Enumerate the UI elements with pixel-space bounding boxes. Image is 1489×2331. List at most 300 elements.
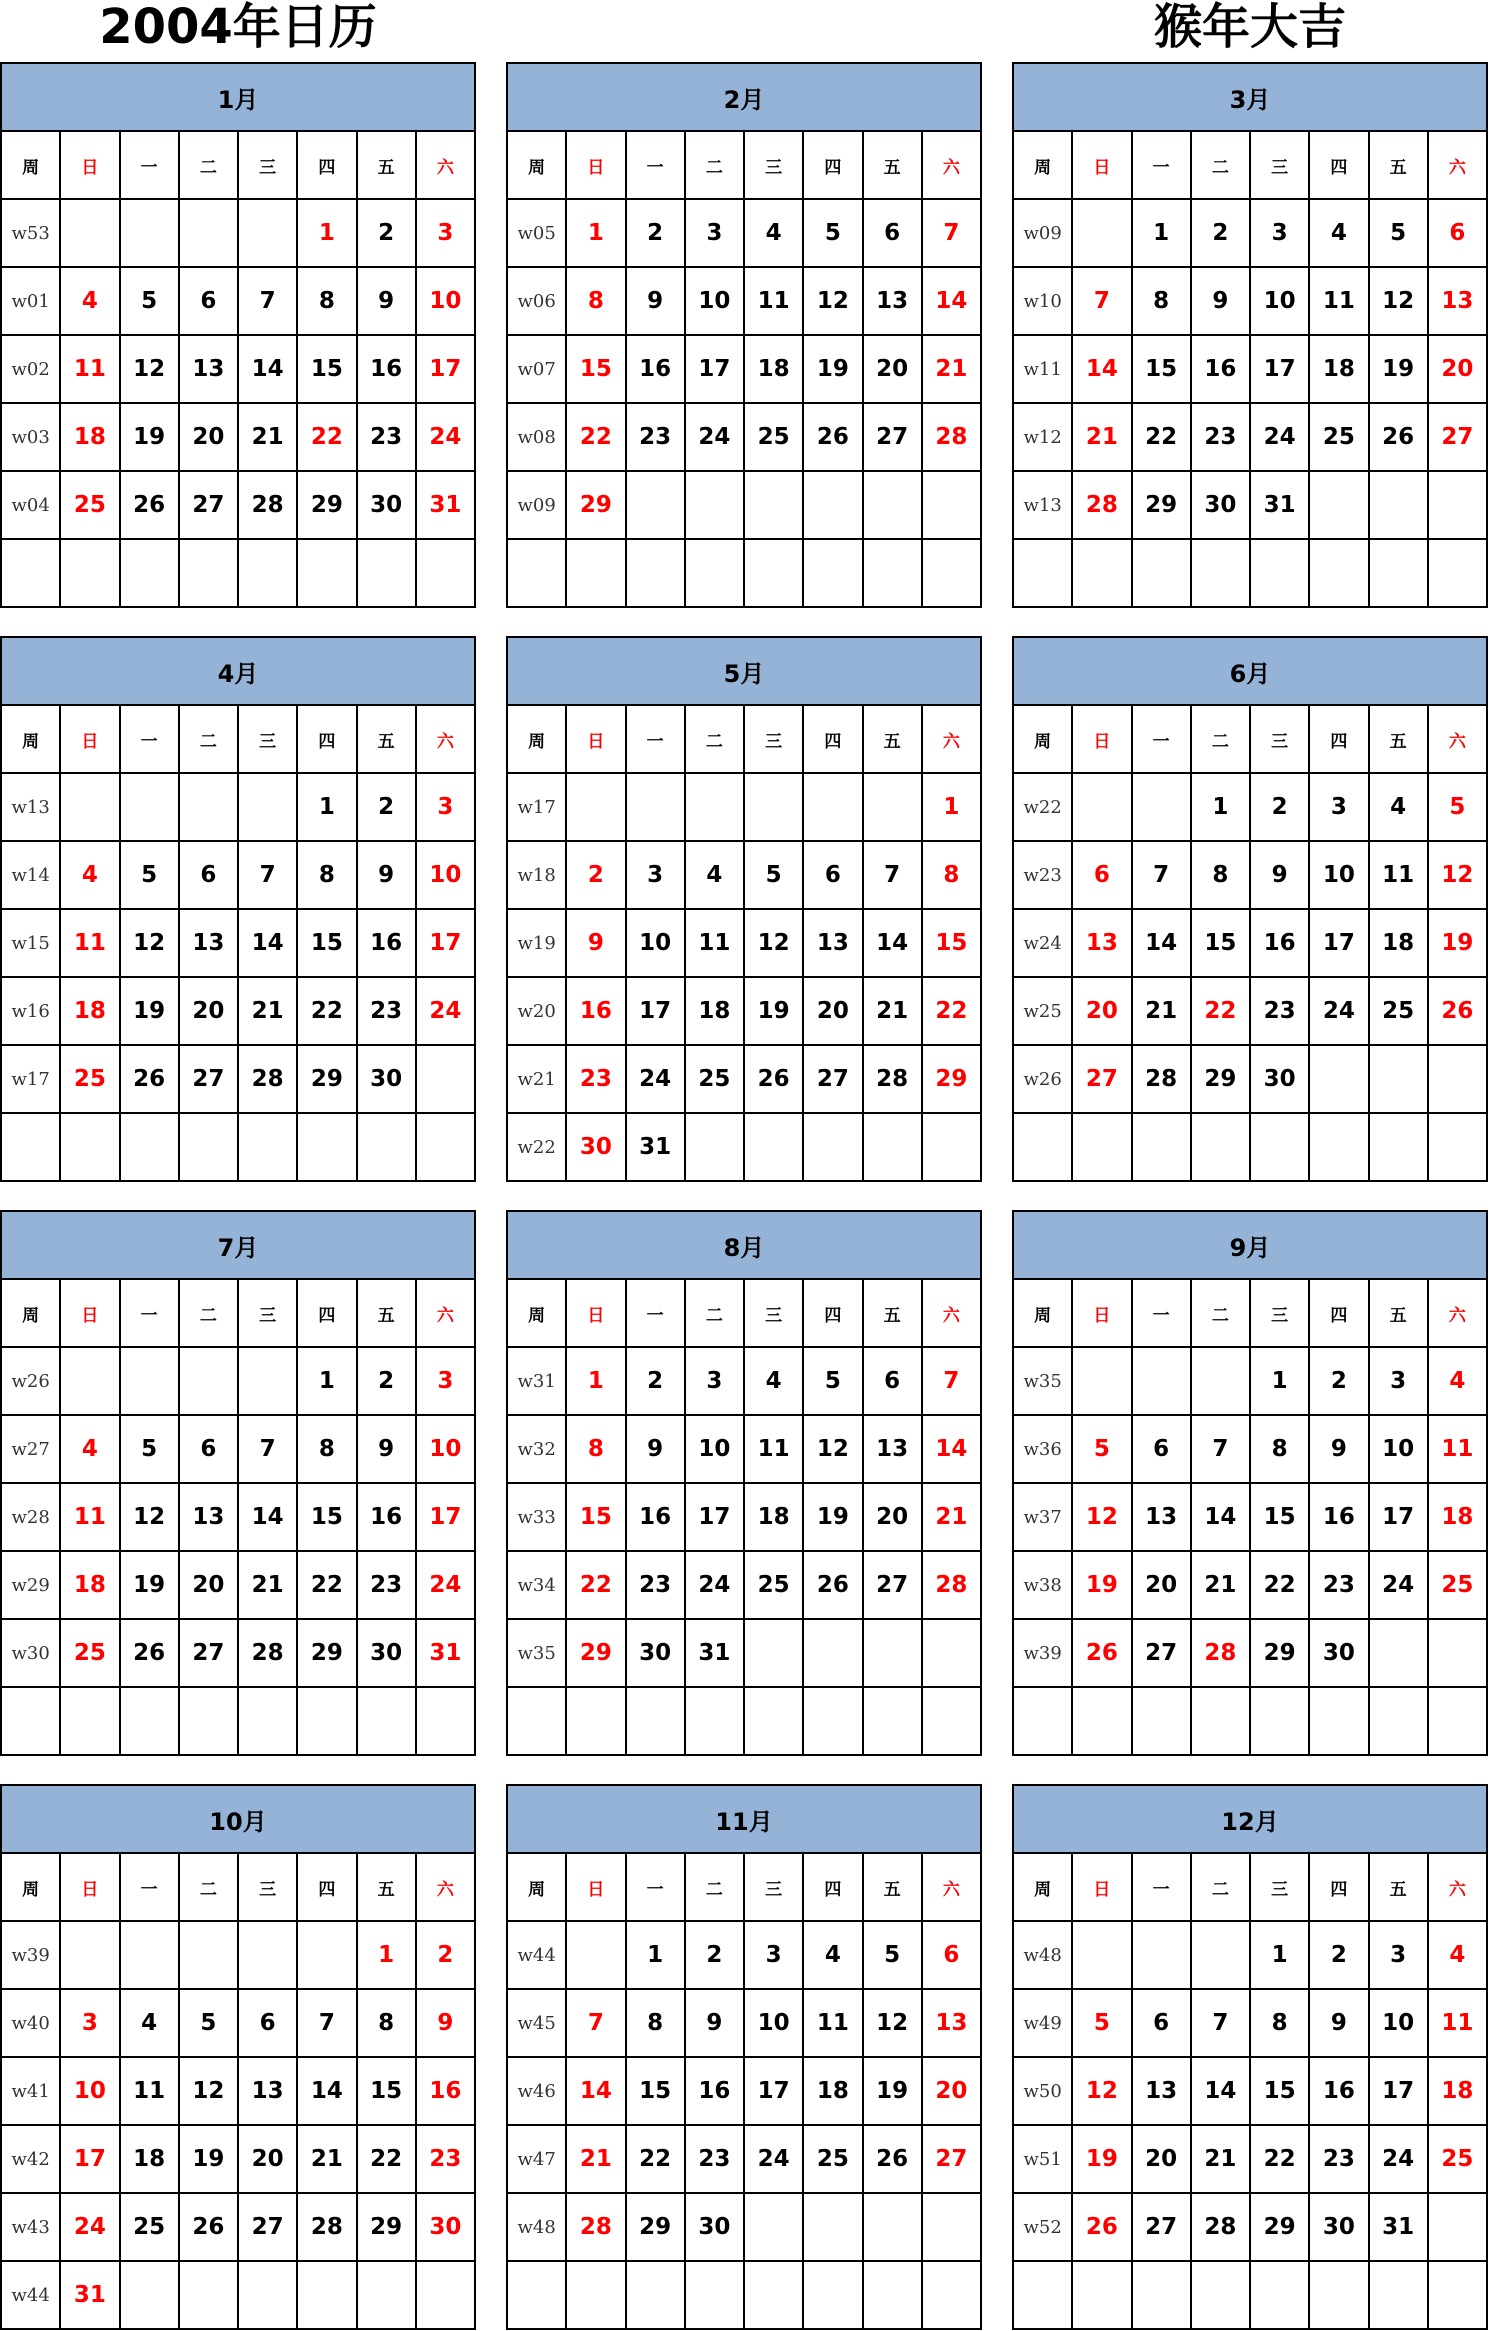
day-cell: 8 — [1191, 841, 1250, 909]
day-cell: 18 — [1428, 2057, 1487, 2125]
day-cell: 5 — [120, 267, 179, 335]
empty-day-cell — [179, 1347, 238, 1415]
week-number: w51 — [1013, 2125, 1072, 2193]
day-cell: 6 — [179, 841, 238, 909]
week-number — [507, 2261, 566, 2329]
day-cell: 31 — [1250, 471, 1309, 539]
day-cell: 20 — [1132, 2125, 1191, 2193]
empty-day-cell — [626, 471, 685, 539]
weekday-header: 四 — [803, 131, 862, 199]
day-cell: 4 — [803, 1921, 862, 1989]
day-cell: 4 — [60, 841, 119, 909]
empty-day-cell — [1132, 773, 1191, 841]
month-table — [0, 62, 476, 608]
empty-day-cell — [238, 773, 297, 841]
day-cell: 6 — [803, 841, 862, 909]
day-cell: 19 — [179, 2125, 238, 2193]
week-row — [1013, 539, 1487, 607]
calendar-title: 2004年日历 — [99, 0, 377, 55]
weekday-header: 六 — [1428, 131, 1487, 199]
empty-day-cell — [1072, 539, 1131, 607]
day-cell: 22 — [1191, 977, 1250, 1045]
day-cell: 24 — [744, 2125, 803, 2193]
day-cell: 16 — [1250, 909, 1309, 977]
empty-day-cell — [863, 471, 922, 539]
day-cell: 26 — [1072, 2193, 1131, 2261]
day-cell: 13 — [179, 335, 238, 403]
week-number: w53 — [1, 199, 60, 267]
day-cell: 20 — [179, 1551, 238, 1619]
weekday-header: 日 — [1072, 1853, 1131, 1921]
week-number-header: 周 — [1013, 131, 1072, 199]
weekday-header: 六 — [922, 705, 981, 773]
day-cell: 12 — [120, 909, 179, 977]
weekday-header: 六 — [922, 1853, 981, 1921]
day-cell: 27 — [238, 2193, 297, 2261]
weekday-header: 五 — [1369, 705, 1428, 773]
weekday-header: 六 — [922, 131, 981, 199]
week-row — [1, 909, 475, 977]
day-cell: 28 — [297, 2193, 356, 2261]
week-row — [1, 1415, 475, 1483]
day-cell: 28 — [922, 403, 981, 471]
week-row — [507, 977, 981, 1045]
empty-day-cell — [744, 471, 803, 539]
day-cell: 1 — [922, 773, 981, 841]
week-row — [1013, 1415, 1487, 1483]
day-cell: 10 — [416, 267, 475, 335]
week-row — [507, 1687, 981, 1755]
day-cell: 16 — [357, 335, 416, 403]
day-cell: 23 — [357, 1551, 416, 1619]
day-cell: 12 — [803, 1415, 862, 1483]
weekday-header: 日 — [566, 1853, 625, 1921]
day-cell: 28 — [1191, 2193, 1250, 2261]
month-calendar — [0, 1210, 476, 1756]
week-row — [507, 2261, 981, 2329]
day-cell: 31 — [1369, 2193, 1428, 2261]
month-title: 9月 — [1013, 1211, 1487, 1279]
day-cell: 30 — [1191, 471, 1250, 539]
week-row — [1, 1113, 475, 1181]
weekday-header: 日 — [1072, 131, 1131, 199]
day-cell: 10 — [60, 2057, 119, 2125]
weekday-header: 四 — [803, 1279, 862, 1347]
week-row — [507, 2057, 981, 2125]
day-cell: 23 — [1309, 1551, 1368, 1619]
day-cell: 3 — [626, 841, 685, 909]
empty-day-cell — [1428, 1619, 1487, 1687]
day-cell: 3 — [416, 773, 475, 841]
day-cell: 8 — [922, 841, 981, 909]
day-cell: 6 — [238, 1989, 297, 2057]
week-number-header: 周 — [1013, 1279, 1072, 1347]
weekday-header-row — [1, 705, 475, 773]
day-cell: 9 — [416, 1989, 475, 2057]
day-cell: 9 — [566, 909, 625, 977]
day-cell: 29 — [357, 2193, 416, 2261]
weekday-header: 二 — [179, 131, 238, 199]
weekday-header: 五 — [863, 705, 922, 773]
week-number: w06 — [507, 267, 566, 335]
day-cell: 11 — [120, 2057, 179, 2125]
empty-day-cell — [922, 539, 981, 607]
week-number: w09 — [507, 471, 566, 539]
month-title: 3月 — [1013, 63, 1487, 131]
day-cell: 2 — [685, 1921, 744, 1989]
day-cell: 25 — [803, 2125, 862, 2193]
week-number-header: 周 — [1, 131, 60, 199]
week-row — [1, 471, 475, 539]
day-cell: 18 — [120, 2125, 179, 2193]
day-cell: 29 — [566, 1619, 625, 1687]
week-row — [507, 539, 981, 607]
week-number: w27 — [1, 1415, 60, 1483]
day-cell: 22 — [297, 977, 356, 1045]
day-cell: 22 — [922, 977, 981, 1045]
empty-day-cell — [1250, 1113, 1309, 1181]
day-cell: 29 — [297, 1045, 356, 1113]
week-row — [507, 199, 981, 267]
day-cell: 29 — [297, 471, 356, 539]
week-number: w37 — [1013, 1483, 1072, 1551]
weekday-header: 日 — [1072, 1279, 1131, 1347]
day-cell: 20 — [922, 2057, 981, 2125]
day-cell: 1 — [566, 1347, 625, 1415]
day-cell: 31 — [60, 2261, 119, 2329]
day-cell: 22 — [626, 2125, 685, 2193]
empty-day-cell — [1369, 1045, 1428, 1113]
empty-day-cell — [297, 1687, 356, 1755]
month-title: 12月 — [1013, 1785, 1487, 1853]
weekday-header: 三 — [238, 1279, 297, 1347]
day-cell: 4 — [1369, 773, 1428, 841]
empty-day-cell — [238, 539, 297, 607]
week-row — [1, 335, 475, 403]
day-cell: 9 — [685, 1989, 744, 2057]
day-cell: 7 — [238, 1415, 297, 1483]
day-cell: 29 — [297, 1619, 356, 1687]
week-row — [507, 1415, 981, 1483]
empty-day-cell — [1191, 1347, 1250, 1415]
day-cell: 14 — [1191, 1483, 1250, 1551]
empty-day-cell — [863, 1687, 922, 1755]
day-cell: 8 — [1250, 1989, 1309, 2057]
day-cell: 26 — [120, 1619, 179, 1687]
empty-day-cell — [60, 1687, 119, 1755]
empty-day-cell — [685, 1113, 744, 1181]
empty-day-cell — [803, 1619, 862, 1687]
day-cell: 29 — [922, 1045, 981, 1113]
day-cell: 11 — [1428, 1415, 1487, 1483]
day-cell: 7 — [922, 1347, 981, 1415]
week-number: w26 — [1, 1347, 60, 1415]
day-cell: 12 — [179, 2057, 238, 2125]
empty-day-cell — [1191, 539, 1250, 607]
week-number: w07 — [507, 335, 566, 403]
day-cell: 28 — [1132, 1045, 1191, 1113]
day-cell: 30 — [357, 1619, 416, 1687]
week-number: w26 — [1013, 1045, 1072, 1113]
day-cell: 12 — [803, 267, 862, 335]
day-cell: 13 — [179, 909, 238, 977]
empty-day-cell — [1309, 1113, 1368, 1181]
day-cell: 15 — [297, 909, 356, 977]
day-cell: 4 — [744, 1347, 803, 1415]
empty-day-cell — [922, 2261, 981, 2329]
week-number: w24 — [1013, 909, 1072, 977]
week-row — [1013, 977, 1487, 1045]
day-cell: 13 — [863, 267, 922, 335]
weekday-header: 四 — [297, 1853, 356, 1921]
empty-day-cell — [1250, 1687, 1309, 1755]
weekday-header-row — [507, 705, 981, 773]
week-row — [1, 1687, 475, 1755]
empty-day-cell — [922, 1619, 981, 1687]
day-cell: 5 — [1072, 1989, 1131, 2057]
empty-day-cell — [416, 2261, 475, 2329]
weekday-header: 一 — [626, 705, 685, 773]
week-row — [1, 977, 475, 1045]
empty-day-cell — [803, 773, 862, 841]
week-number — [1013, 1687, 1072, 1755]
empty-day-cell — [744, 539, 803, 607]
week-number: w03 — [1, 403, 60, 471]
week-row — [1, 2261, 475, 2329]
day-cell: 15 — [1250, 1483, 1309, 1551]
weekday-header: 一 — [626, 131, 685, 199]
weekday-header: 二 — [1191, 1853, 1250, 1921]
empty-day-cell — [744, 1113, 803, 1181]
day-cell: 20 — [803, 977, 862, 1045]
week-row — [1013, 403, 1487, 471]
day-cell: 9 — [357, 1415, 416, 1483]
empty-day-cell — [566, 539, 625, 607]
empty-day-cell — [744, 1687, 803, 1755]
day-cell: 28 — [238, 1045, 297, 1113]
weekday-header: 五 — [863, 1279, 922, 1347]
day-cell: 19 — [863, 2057, 922, 2125]
day-cell: 6 — [863, 1347, 922, 1415]
week-number: w49 — [1013, 1989, 1072, 2057]
empty-day-cell — [120, 1113, 179, 1181]
day-cell: 3 — [685, 1347, 744, 1415]
empty-day-cell — [60, 773, 119, 841]
day-cell: 14 — [238, 335, 297, 403]
weekday-header-row — [507, 1279, 981, 1347]
day-cell: 9 — [357, 267, 416, 335]
month-title: 1月 — [1, 63, 475, 131]
day-cell: 11 — [60, 909, 119, 977]
day-cell: 5 — [803, 1347, 862, 1415]
empty-day-cell — [744, 2193, 803, 2261]
day-cell: 4 — [685, 841, 744, 909]
day-cell: 7 — [238, 841, 297, 909]
weekday-header: 五 — [357, 131, 416, 199]
day-cell: 6 — [1072, 841, 1131, 909]
month-calendar — [1012, 1210, 1488, 1756]
empty-day-cell — [626, 1687, 685, 1755]
weekday-header: 一 — [1132, 131, 1191, 199]
empty-day-cell — [120, 199, 179, 267]
day-cell: 8 — [626, 1989, 685, 2057]
empty-day-cell — [120, 1921, 179, 1989]
week-number: w48 — [1013, 1921, 1072, 1989]
week-row — [1013, 773, 1487, 841]
day-cell: 19 — [803, 1483, 862, 1551]
week-number: w10 — [1013, 267, 1072, 335]
day-cell: 3 — [744, 1921, 803, 1989]
weekday-header: 三 — [238, 131, 297, 199]
day-cell: 13 — [922, 1989, 981, 2057]
weekday-header: 二 — [179, 705, 238, 773]
day-cell: 18 — [60, 1551, 119, 1619]
week-number — [1013, 2261, 1072, 2329]
day-cell: 28 — [1072, 471, 1131, 539]
month-calendar — [1012, 62, 1488, 608]
week-number: w22 — [507, 1113, 566, 1181]
day-cell: 25 — [60, 471, 119, 539]
weekday-header: 六 — [416, 1853, 475, 1921]
empty-day-cell — [1072, 1347, 1131, 1415]
day-cell: 10 — [626, 909, 685, 977]
week-row — [1013, 1347, 1487, 1415]
month-calendar — [506, 636, 982, 1182]
day-cell: 16 — [357, 909, 416, 977]
day-cell: 30 — [566, 1113, 625, 1181]
day-cell: 25 — [1428, 2125, 1487, 2193]
day-cell: 1 — [626, 1921, 685, 1989]
empty-day-cell — [922, 1113, 981, 1181]
day-cell: 28 — [238, 471, 297, 539]
empty-day-cell — [1309, 2261, 1368, 2329]
day-cell: 26 — [179, 2193, 238, 2261]
empty-day-cell — [1309, 471, 1368, 539]
week-row — [1013, 2125, 1487, 2193]
empty-day-cell — [297, 2261, 356, 2329]
month-title: 6月 — [1013, 637, 1487, 705]
month-calendar — [506, 62, 982, 608]
empty-day-cell — [1250, 539, 1309, 607]
day-cell: 27 — [803, 1045, 862, 1113]
weekday-header-row — [1, 131, 475, 199]
day-cell: 11 — [744, 267, 803, 335]
weekday-header: 六 — [1428, 1279, 1487, 1347]
week-number-header: 周 — [1013, 1853, 1072, 1921]
week-number: w22 — [1013, 773, 1072, 841]
week-row — [1013, 1989, 1487, 2057]
day-cell: 29 — [1250, 1619, 1309, 1687]
week-number: w35 — [507, 1619, 566, 1687]
day-cell: 27 — [863, 1551, 922, 1619]
day-cell: 27 — [179, 1619, 238, 1687]
empty-day-cell — [1191, 2261, 1250, 2329]
empty-day-cell — [120, 2261, 179, 2329]
day-cell: 25 — [1428, 1551, 1487, 1619]
day-cell: 4 — [1428, 1347, 1487, 1415]
day-cell: 20 — [1428, 335, 1487, 403]
empty-day-cell — [238, 1347, 297, 1415]
day-cell: 24 — [1250, 403, 1309, 471]
day-cell: 10 — [685, 267, 744, 335]
week-row — [1, 1551, 475, 1619]
weekday-header: 三 — [744, 1279, 803, 1347]
day-cell: 5 — [863, 1921, 922, 1989]
empty-day-cell — [1428, 2261, 1487, 2329]
day-cell: 14 — [1191, 2057, 1250, 2125]
empty-day-cell — [1072, 199, 1131, 267]
week-number — [1, 1687, 60, 1755]
week-row — [1, 267, 475, 335]
day-cell: 19 — [1369, 335, 1428, 403]
day-cell: 14 — [297, 2057, 356, 2125]
day-cell: 12 — [1072, 1483, 1131, 1551]
empty-day-cell — [179, 199, 238, 267]
day-cell: 18 — [803, 2057, 862, 2125]
empty-day-cell — [297, 539, 356, 607]
day-cell: 21 — [1072, 403, 1131, 471]
empty-day-cell — [1132, 2261, 1191, 2329]
day-cell: 30 — [357, 471, 416, 539]
week-number: w12 — [1013, 403, 1072, 471]
week-number-header: 周 — [507, 1853, 566, 1921]
week-row — [1013, 1045, 1487, 1113]
week-row — [1013, 841, 1487, 909]
day-cell: 25 — [60, 1045, 119, 1113]
week-number: w48 — [507, 2193, 566, 2261]
empty-day-cell — [179, 539, 238, 607]
day-cell: 3 — [416, 1347, 475, 1415]
day-cell: 13 — [1132, 2057, 1191, 2125]
empty-day-cell — [863, 1619, 922, 1687]
day-cell: 7 — [1132, 841, 1191, 909]
day-cell: 12 — [1428, 841, 1487, 909]
weekday-header: 日 — [566, 1279, 625, 1347]
week-row — [1, 1619, 475, 1687]
weekday-header-row — [1013, 131, 1487, 199]
day-cell: 3 — [1369, 1347, 1428, 1415]
week-number: w41 — [1, 2057, 60, 2125]
month-table — [506, 1784, 982, 2330]
day-cell: 20 — [179, 977, 238, 1045]
day-cell: 14 — [1132, 909, 1191, 977]
day-cell: 2 — [416, 1921, 475, 1989]
weekday-header: 三 — [744, 131, 803, 199]
day-cell: 19 — [120, 1551, 179, 1619]
week-row — [1013, 1551, 1487, 1619]
day-cell: 21 — [1191, 1551, 1250, 1619]
day-cell: 30 — [357, 1045, 416, 1113]
day-cell: 4 — [60, 1415, 119, 1483]
week-row — [507, 1483, 981, 1551]
empty-day-cell — [803, 1687, 862, 1755]
empty-day-cell — [60, 1921, 119, 1989]
day-cell: 22 — [1250, 2125, 1309, 2193]
weekday-header: 六 — [922, 1279, 981, 1347]
week-number-header: 周 — [507, 705, 566, 773]
day-cell: 10 — [416, 841, 475, 909]
day-cell: 17 — [685, 335, 744, 403]
weekday-header-row — [1013, 1853, 1487, 1921]
empty-day-cell — [297, 1113, 356, 1181]
weekday-header-row — [1013, 705, 1487, 773]
day-cell: 15 — [566, 1483, 625, 1551]
weekday-header: 三 — [238, 1853, 297, 1921]
empty-day-cell — [1309, 1045, 1368, 1113]
week-row — [1013, 267, 1487, 335]
day-cell: 3 — [1250, 199, 1309, 267]
week-number: w15 — [1, 909, 60, 977]
